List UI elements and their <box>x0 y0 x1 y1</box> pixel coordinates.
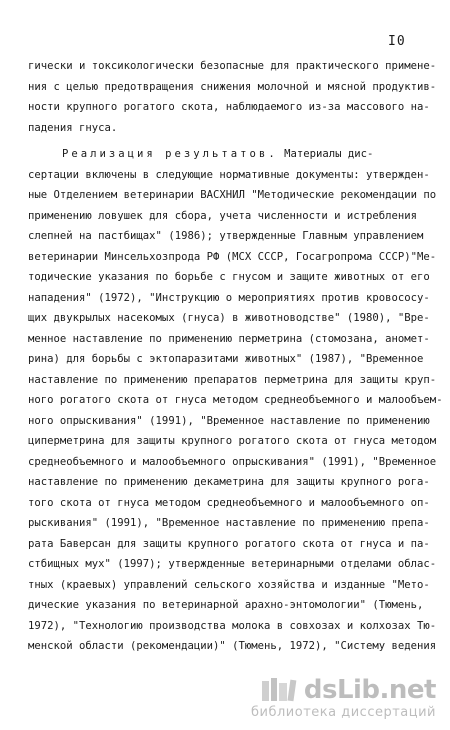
text-fragment: Материалы дис- <box>284 148 374 160</box>
text-line: слепней на пастбищах" (1986); утвержденные Главным управлением <box>28 230 424 242</box>
text-line: дические указания по ветеринарной арахно-энтомологии" (Тюмень, <box>28 599 424 611</box>
text-line: наставление по применению декаметрина для защиты крупного рога- <box>28 476 430 488</box>
text-line: циперметрина для защиты крупного рогатого скота от гнуса методом <box>28 435 437 447</box>
text-line: менное наставление по применению перметрина (стомозана, аномет- <box>28 332 430 345</box>
section-heading-line <box>28 144 436 165</box>
text-line: тных (краевых) управлений сельского хозяйства и изданные "Мето- <box>28 578 430 591</box>
watermark <box>251 675 436 720</box>
text-line: 1972), "Технологию производства молока в совхозах и колхозах Тю- <box>28 619 437 632</box>
text-line: нападения" (1972), "Инструкцию о мероприятиях против кровососу- <box>28 291 430 304</box>
text-line: ного опрыскивания" (1991), "Временное наставление по применению <box>28 414 430 427</box>
text-line: того скота от гнуса методом среднеобъемного и малообъемного оп- <box>28 496 430 509</box>
text-line: ного рогатого скота от гнуса методом среднеобъемного и малообъем- <box>28 394 443 406</box>
text-line: щих двукрылых насекомых (гнуса) в животноводстве" (1980), "Вре- <box>28 312 430 324</box>
books-icon <box>260 675 300 703</box>
document-body <box>28 56 443 657</box>
text-line: ния с целью предотвращения снижения молочной и мясной продуктив- <box>28 80 437 93</box>
watermark-brand: dsLib.net <box>303 675 436 705</box>
text-line: падения гнуса. <box>28 121 118 134</box>
watermark-subtitle: библиотека диссертаций <box>251 705 436 720</box>
text-line: стбищных мух" (1997); утвержденные ветеринарными отделами облас- <box>28 558 437 570</box>
text-line: рыскивания" (1991), "Временное наставление по применению препа- <box>28 517 430 529</box>
text-line: тодические указания по борьбе с гнусом и защите животных от его <box>28 271 430 283</box>
text-line: сертации включены в следующие нормативные документы: утвержден- <box>28 168 430 181</box>
text-line: применению ловушек для сбора, учета численности и истребления <box>28 209 418 222</box>
text-line: ные Отделением ветеринарии ВАСХНИЛ "Методические рекомендации по <box>28 189 437 201</box>
text-line: гически и токсикологически безопасные для практического примене- <box>28 60 437 72</box>
text-line: ности крупного рогатого скота, наблюдаемого из-за массового на- <box>28 101 430 113</box>
text-line: ветеринарии Минсельхозпрода РФ (МСХ СССР, Госагропрома СССР)"Ме- <box>28 250 437 263</box>
text-line: рата Баверсан для защиты крупного рогатого скота от гнуса и па- <box>28 537 430 550</box>
page-number: I0 <box>388 34 406 49</box>
section-heading: Реализация результатов. <box>62 148 278 160</box>
text-line: рина) для борьбы с эктопаразитами животных" (1987), "Временное <box>28 353 424 365</box>
text-line: наставление по применению препаратов перметрина для защиты круп- <box>28 373 437 386</box>
text-line: менской области (рекомендации)" (Тюмень, 1972), "Систему ведения <box>28 640 437 652</box>
text-line: среднеобъемного и малообъемного опрыскивания" (1991), "Временное <box>28 455 437 468</box>
